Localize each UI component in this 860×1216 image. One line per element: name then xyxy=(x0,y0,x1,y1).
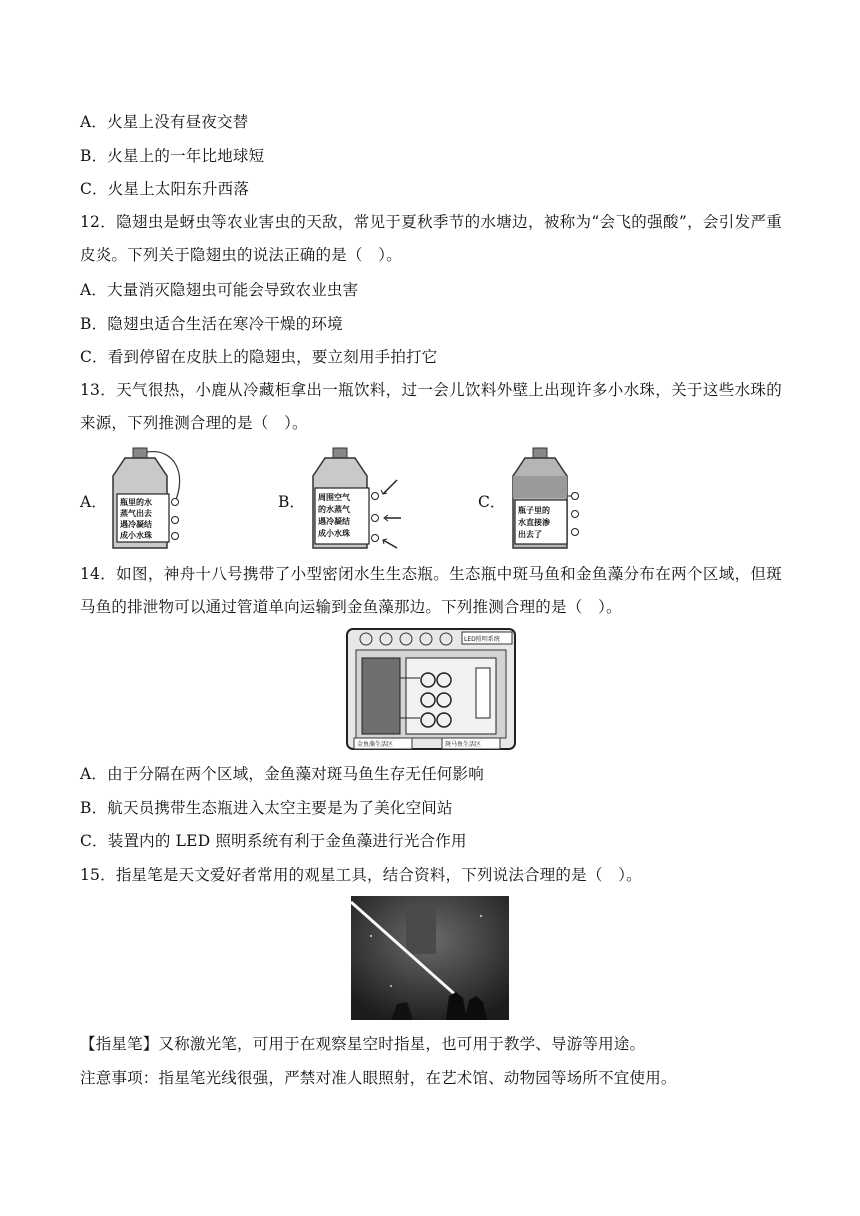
q15-info: 【指星笔】又称激光笔，可用于在观察星空时指星，也可用于教学、导游等用途。 xyxy=(80,1035,646,1053)
q11-option-b: B．火星上的一年比地球短 xyxy=(80,147,265,165)
q12-option-a: A．大量消灭隐翅虫可能会导致农业虫害 xyxy=(80,281,359,299)
bottle-a-illustration xyxy=(105,444,195,552)
q15-notice: 注意事项：指星笔光线很强，严禁对准人眼照射，在艺术馆、动物园等场所不宜使用。 xyxy=(80,1069,677,1087)
q13-option-b-letter: B． xyxy=(278,493,305,511)
star-pointer-photo xyxy=(351,896,509,1020)
bottle-b-label-line1: 周围空气 xyxy=(318,493,350,502)
q13-stem: 13．天气很热，小鹿从冷藏柜拿出一瓶饮料，过一会儿饮料外壁上出现许多小水珠，关于这些水珠的来源，下列推测合理的是（ ）。 xyxy=(80,381,782,432)
q11-option-a: A．火星上没有昼夜交替 xyxy=(80,113,249,131)
q13-option-a-letter: A． xyxy=(80,493,107,511)
q14-stem: 14．如图，神舟十八号携带了小型密闭水生生态瓶。生态瓶中斑马鱼和金鱼藻分布在两个区域，但斑马鱼的排泄物可以通过管道单向运输到金鱼藻那边。下列推测合理的是（ ）。 xyxy=(80,565,782,616)
bottle-b-label-line2: 的水蒸气 xyxy=(318,505,350,514)
zebrafish-area-label: 斑马鱼生活区 xyxy=(445,741,482,748)
hornwort-area-label: 金鱼藻生活区 xyxy=(357,741,394,748)
q12-option-b: B．隐翅虫适合生活在寒冷干燥的环境 xyxy=(80,315,343,333)
q12-option-c: C．看到停留在皮肤上的隐翅虫，要立刻用手拍打它 xyxy=(80,348,438,366)
q14-option-c: C．装置内的 LED 照明系统有利于金鱼藻进行光合作用 xyxy=(80,832,467,850)
q14-option-b: B．航天员携带生态瓶进入太空主要是为了美化空间站 xyxy=(80,799,453,817)
bottle-c-label-line3: 出去了 xyxy=(518,530,542,539)
bottle-a-label-line2: 蒸气出去 xyxy=(120,509,152,518)
q13-option-c-letter: C． xyxy=(478,493,506,511)
bottle-a-label-line4: 成小水珠 xyxy=(120,531,152,540)
q15-stem: 15．指星笔是天文爱好者常用的观星工具，结合资料，下列说法合理的是（ ）。 xyxy=(80,866,642,884)
q12-stem: 12．隐翅虫是蚜虫等农业害虫的天敌，常见于夏秋季节的水塘边，被称为“会飞的强酸”，会引发严重皮炎。下列关于隐翅虫的说法正确的是（ ）。 xyxy=(80,213,782,264)
q11-option-c: C．火星上太阳东升西落 xyxy=(80,180,250,198)
bottle-a-label-line3: 遇冷凝结 xyxy=(120,520,152,529)
led-system-label: LED照明系统 xyxy=(464,636,500,643)
bottle-c-label-line2: 水直接渗 xyxy=(518,518,550,527)
q14-option-a: A．由于分隔在两个区域，金鱼藻对斑马鱼生存无任何影响 xyxy=(80,765,484,783)
bottle-b-label-line4: 成小水珠 xyxy=(318,529,350,538)
bottle-c-illustration xyxy=(505,444,590,552)
bottle-b-label-line3: 遇冷凝结 xyxy=(318,517,350,526)
bottle-c-label-line1: 瓶子里的 xyxy=(518,506,550,515)
ecosystem-bottle-diagram xyxy=(346,628,516,750)
bottle-b-illustration xyxy=(305,444,405,552)
bottle-a-label-line1: 瓶里的水 xyxy=(120,498,152,507)
